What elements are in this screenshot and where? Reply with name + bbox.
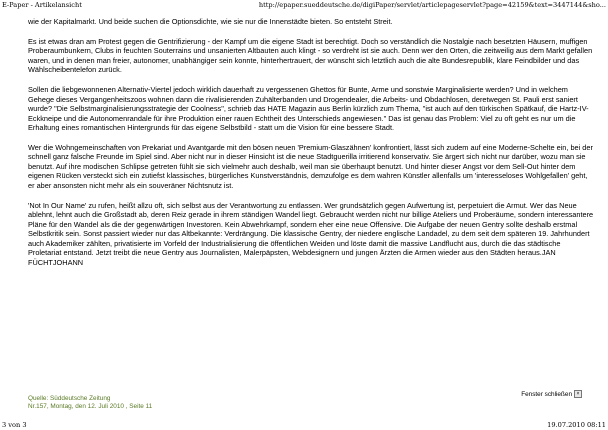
close-window-button[interactable] <box>521 390 582 398</box>
article-paragraph: Es ist etwas dran am Protest gegen die Gentrifizierung - der Kampf um die eigene Stadt ist berechtigt. Doch so verständlich die Nostalgie nach besetzten Häusern, muffigen Proberaumbunkern, Clubs in feuchten Souterrains und unsanierten Altbauten auch klingt - so verdreht ist sie auch. Denn wer den Orten, die zeitweilig aus dem Markt gefallen waren, und in denen man freier, autonomer, unabhängiger sein konnte, hinterhertrauert, der wünscht sich letztlich auch die alte Bundesrepublik, klare Feindbilder und das Wählscheibentelefon zurück. <box>28 36 593 75</box>
article-body <box>28 17 594 277</box>
print-header <box>0 0 608 10</box>
article-paragraph: wie der Kapitalmarkt. Und beide suchen die Optionsdichte, wie sie nur die Innenstädte bieten. So entsteht Streit. <box>28 17 393 26</box>
source-name: Quelle: Süddeutsche Zeitung <box>28 395 111 402</box>
close-window-label: Fenster schließen <box>521 390 572 398</box>
print-timestamp: 19.07.2010 08:11 <box>547 421 606 429</box>
page-title: E-Paper - Artikelansicht <box>2 1 82 9</box>
source-issue: Nr.157, Montag, den 12. Juli 2010 , Seite 11 <box>28 403 153 411</box>
article-paragraph: Wer die Wohngemeinschaften von Prekariat und Avantgarde mit den bösen neuen 'Premium-Glaszähnen' konfrontiert, lässt sich zudem auf eine Moderne-Schelte ein, bei der schnell ganz falsche Freunde im Spiel sind. Aber nicht nur in dieser Hinsicht ist die neue Stadtguerilla irritierend konservativ. Sie ärgert sich nicht nur darüber, wozu man sie benutzt. Auf ihre modischen Schlipse getreten fühlt sie sich vielmehr auch deshalb, weil man sie überhaupt benutzt. Und hinter dieser Angst vor dem Sell-Out hinter dem eigenen Rücken versteckt sich ein zutiefst klassisches, bürgerliches Kunstverständnis, demzufolge es dem wahren Künstler allenfalls um 'interesseloses Wohlgefallen' geht, er aber ansonsten nicht mehr als ein souveräner Nichtsnutz ist. <box>28 143 593 190</box>
close-icon: × <box>574 390 582 398</box>
print-footer <box>0 420 608 430</box>
article-source <box>28 395 152 411</box>
page-url: http://epaper.sueddeutsche.de/digiPaper/servlet/articlepageservlet?page=42159&text=3447144&sho... <box>258 1 606 9</box>
article-paragraph: 'Not In Our Name' zu rufen, heißt allzu oft, sich selbst aus der Verantwortung zu entlassen. Wer grundsätzlich gegen Aufwertung ist, perpetuiert die Armut. Wer das Neue ablehnt, lehnt auch die Großstadt ab, deren Reiz gerade in ihrem ständigen Wandel liegt. Gebraucht werden nicht nur billige Ateliers und Proberäume, sondern interessantere Pläne für den Wandel als die der gegenwärtigen Investoren. Kein Abwehrkampf, sondern eher eine neue Offensive. Die Aufgabe der neuen Gentry sollte deshalb erstmal Selbstkritik sein. Sonst passiert wieder nur das Altbekannte: Verdrängung. Die klassische Gentry, der niedere englische Landadel, zu dem seit dem späteren 19. Jahrhundert auch Akademiker zählten, privatisierte im Vorfeld der Industrialisierung die öffentlichen Weiden und löste damit die massive Landflucht aus, durch die das städtische Proletariat entstand. Jetzt treibt die neue Gentry aus Journalisten, Malerpäpsten, Webdesignern und jungen Ärzten die Armen wieder aus den Städten heraus.JAN FÜCHTJOHANN <box>28 200 594 267</box>
page-number: 3 von 3 <box>2 421 27 429</box>
article-paragraph: Sollen die liebgewonnenen Alternativ-Viertel jedoch wirklich dauerhaft zu vergessenen Ghettos für Bunte, Arme und sonstwie Marginalisierte werden? Und in welchem Gehege dieses Vergangenheitszoos wohnen dann die rivalisierenden Zuhälterbanden und Drogendealer, die Arbeits- und Obdachlosen, deretwegen St. Pauli erst saniert wurde? "Die Selbstmarginalisierungsstrategie der Coolness", schrieb das HATE Magazin aus Berlin kürzlich zum Thema, "ist auch auf den türkischen Spätkauf, die Hartz-IV-Eckkneipe und die Autonomenrandale für ihre Produktion einer rauen Echtheit des Unterschieds angewiesen." Das ist genau das Problem: Viel zu oft geht es nur um die Erhaltung eines romantischen Hintergrunds für das eigene Selbstbild - statt um die Vision für eine bessere Stadt. <box>28 85 589 133</box>
